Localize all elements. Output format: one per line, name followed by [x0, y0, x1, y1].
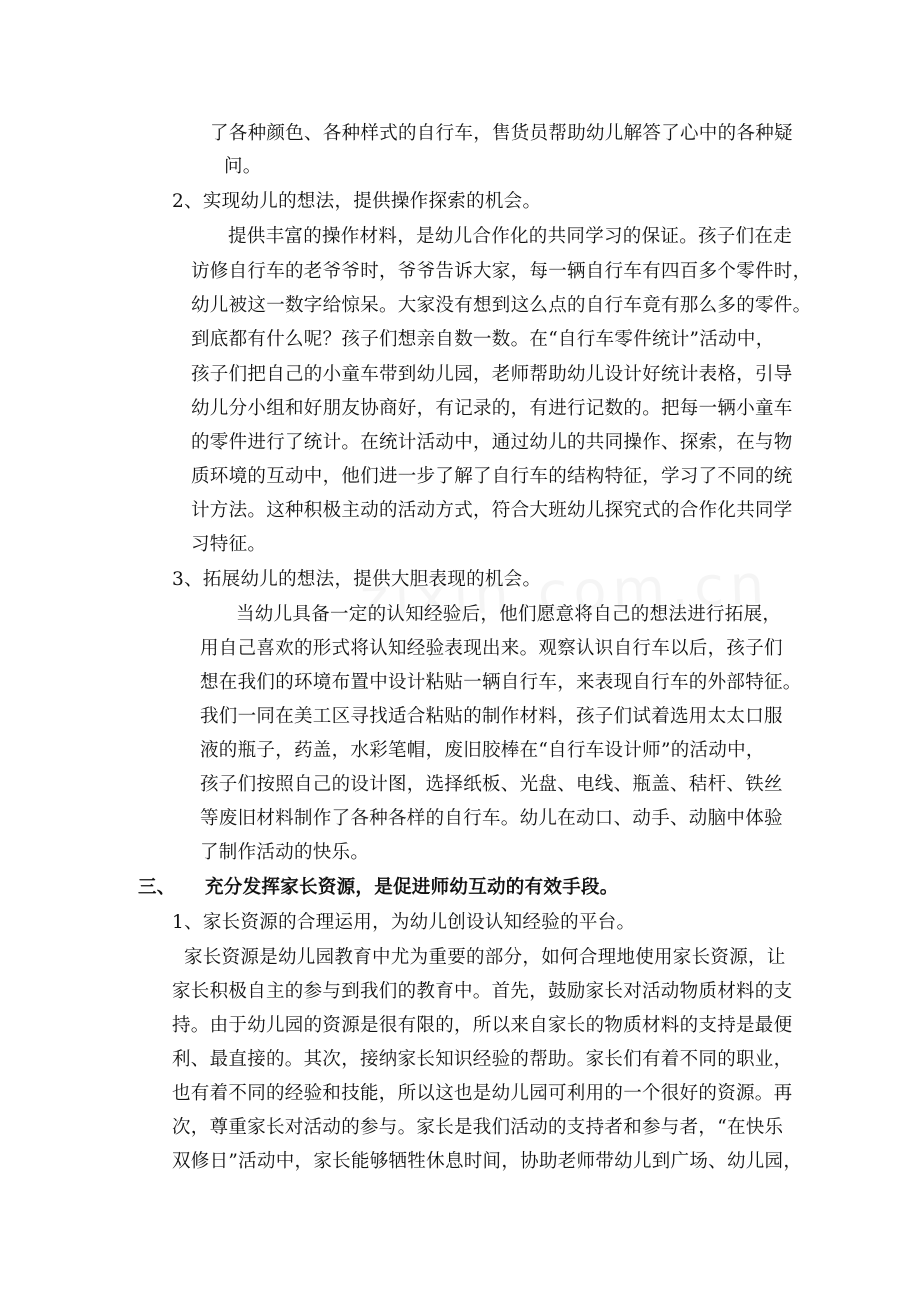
text-line: 持。由于幼儿园的资源是很有限的，所以来自家长的物质材料的支持是最便 — [172, 1015, 793, 1036]
text-line: 用自己喜欢的形式将认知经验表现出来。观察认识自行车以后，孩子们 — [200, 638, 783, 659]
text-line: 次，尊重家长对活动的参与。家长是我们活动的支持者和参与者，“在快乐 — [172, 1117, 784, 1138]
text-line: 当幼儿具备一定的认知经验后，他们愿意将自己的想法进行拓展， — [236, 604, 782, 625]
text-line: 访修自行车的老爷爷时，爷爷告诉大家，每一辆自行车有四百多个零件时， — [191, 261, 812, 282]
text-line: 家长资源是幼儿园教育中尤为重要的部分，如何合理地使用家长资源，让 — [184, 947, 786, 968]
text-line: 习特征。 — [191, 534, 267, 555]
section-heading: 充分发挥家长资源，是促进师幼互动的有效手段。 — [205, 877, 619, 898]
text-line: 液的瓶子，药盖，水彩笔帽，废旧胶棒在“自行车设计师”的活动中， — [200, 740, 765, 761]
text-line: 质环境的互动中，他们进一步了解了自行车的结构特征，学习了不同的统 — [191, 466, 793, 487]
text-line: 双修日”活动中，家长能够牺牲休息时间，协助老师带幼儿到广场、幼儿园， — [172, 1151, 803, 1172]
text-line: 孩子们把自己的小童车带到幼儿园，老师帮助幼儿设计好统计表格，引导 — [191, 364, 793, 385]
text-line: 的零件进行了统计。在统计活动中，通过幼儿的共同操作、探索，在与物 — [191, 432, 793, 453]
text-line: 幼儿分小组和好朋友协商好，有记录的，有进行记数的。把每一辆小童车 — [191, 398, 793, 419]
text-line: 计方法。这种积极主动的活动方式，符合大班幼儿探究式的合作化共同学 — [191, 500, 793, 521]
text-line: 等废旧材料制作了各种各样的自行车。幼儿在动口、动手、动脑中体验 — [200, 808, 783, 829]
text-line: 我们一同在美工区寻找适合粘贴的制作材料，孩子们试着选用太太口服 — [200, 706, 783, 727]
text-line: 孩子们按照自己的设计图，选择纸板、光盘、电线、瓶盖、秸杆、铁丝 — [200, 774, 783, 795]
subheading: 2、实现幼儿的想法，提供操作探索的机会。 — [172, 191, 542, 212]
text-line: 到底都有什么呢？孩子们想亲自数一数。在“自行车零件统计”活动中， — [191, 329, 775, 350]
text-line: 幼儿被这一数字给惊呆。大家没有想到这么点的自行车竟有那么多的零件。 — [191, 295, 812, 316]
subheading: 3、拓展幼儿的想法，提供大胆表现的机会。 — [172, 569, 542, 590]
text-line: 想在我们的环境布置中设计粘贴一辆自行车，来表现自行车的外部特征。 — [200, 672, 802, 693]
subheading: 1、家长资源的合理运用，为幼儿创设认知经验的平台。 — [172, 912, 636, 933]
text-line: 了制作活动的快乐。 — [200, 842, 370, 863]
text-line: 提供丰富的操作材料，是幼儿合作化的共同学习的保证。孩子们在走 — [228, 226, 793, 247]
text-line: 也有着不同的经验和技能，所以这也是幼儿园可利用的一个很好的资源。再 — [172, 1083, 793, 1104]
text-line: 了各种颜色、各种样式的自行车，售货员帮助幼儿解答了心中的各种疑 — [210, 123, 793, 144]
text-line: 利、最直接的。其次，接纳家长知识经验的帮助。家长们有着不同的职业， — [172, 1049, 793, 1070]
text-line: 问。 — [224, 156, 262, 177]
section-heading-number: 三、 — [138, 877, 176, 898]
text-line: 家长积极自主的参与到我们的教育中。首先，鼓励家长对活动物质材料的支 — [172, 981, 793, 1002]
